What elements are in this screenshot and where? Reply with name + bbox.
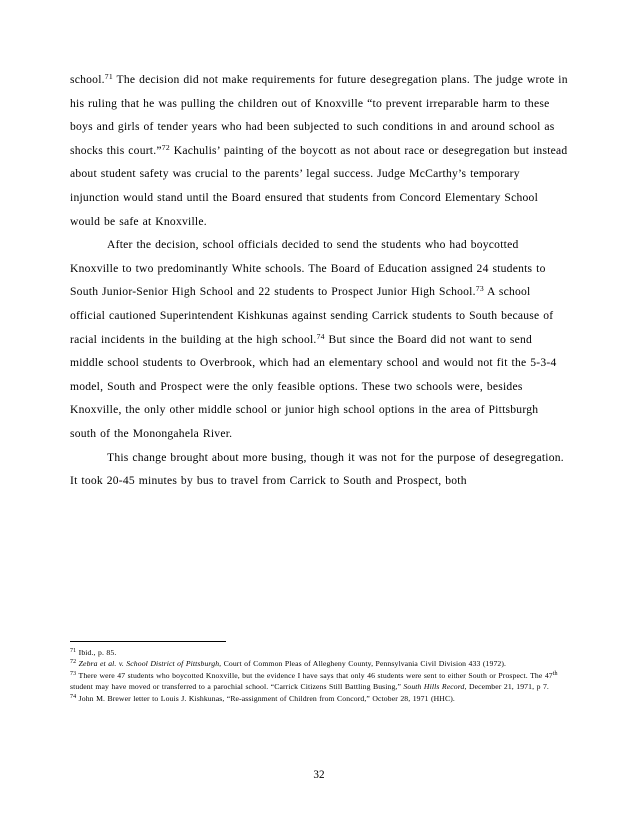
italic-title: South Hills Record: [403, 682, 465, 692]
footnote-reference: th: [552, 671, 558, 678]
footnote-reference: 71: [104, 72, 113, 82]
text-run: John M. Brewer letter to Louis J. Kishkunas, “Re-assignment of Children from Concord,” October 28, 1971 (HHC).: [76, 693, 455, 703]
footnote-list: [70, 647, 570, 704]
text-run: After the decision, school officials decided to send the students who had boycotted Knoxville to two predominantly White schools. The Board of Education assigned 24 students to South Junior-Senior High School and 22 students to Prospect Junior High School.: [70, 238, 546, 299]
body-text-block: [70, 68, 568, 493]
text-run: There were 47 students who boycotted Knoxville, but the evidence I have says that only 46 students were sent to either South or Prospect. The 47: [76, 670, 553, 680]
footnote-reference: 74: [316, 331, 325, 341]
text-run: Kachulis’ painting of the boycott as not about race or desegregation but instead about student safety was crucial to the parents’ legal success. Judge McCarthy’s temporary injunction would stand until the Board ensured that students from Concord Elementary School would be safe at Knoxville.: [70, 143, 568, 228]
text-run: This change brought about more busing, though it was not for the purpose of desegregation. It took 20-45 minutes by bus to travel from Carrick to South and Prospect, both: [70, 450, 564, 488]
footnote-entry: [70, 647, 570, 658]
footnote-marker: 71: [70, 648, 77, 655]
body-paragraph: [70, 446, 568, 493]
text-run: But since the Board did not want to send middle school students to Overbrook, which had an elementary school and would not fit the 5-3-4 model, South and Prospect were the only feasible options. These two schools were, besides Knoxville, the only other middle school or junior high school options in the area of Pittsburgh south of the Monongahela River.: [70, 332, 557, 440]
footnote-marker: 73: [70, 671, 77, 678]
body-paragraph: [70, 68, 568, 233]
footnote-reference: 73: [475, 284, 484, 294]
footnote-entry: [70, 658, 570, 669]
text-run: , Court of Common Pleas of Allegheny County, Pennsylvania Civil Division 433 (1972).: [219, 659, 507, 669]
body-paragraph: [70, 233, 568, 445]
text-run: student may have moved or transferred to a parochial school. “Carrick Citizens Still Battling Busing,”: [70, 682, 404, 692]
text-run: school.: [70, 73, 105, 86]
footnotes-region: [70, 641, 570, 704]
text-run: The decision did not make requirements for future desegregation plans. The judge wrote in his ruling that he was pulling the children out of Knoxville “to prevent irreparable harm to these boys and girls of tender years who had been subjected to such conditions in and around school as shocks this court.”: [70, 73, 568, 157]
text-run: , December 21, 1971, p 7.: [464, 682, 549, 692]
text-run: Ibid., p. 85.: [76, 648, 117, 657]
text-run: A school official cautioned Superintendent Kishkunas against sending Carrick students to South because of racial incidents in the building at the high school.: [70, 285, 554, 346]
footnote-marker: 72: [70, 659, 77, 666]
page-number: 32: [313, 769, 325, 781]
page-body: [70, 68, 568, 493]
footnote-separator-rule: [70, 641, 226, 642]
footnote-reference: 72: [161, 142, 170, 152]
italic-title: Zebra et al. v. School District of Pittsburgh: [76, 659, 220, 669]
footnote-entry: [70, 670, 570, 692]
footnote-marker: 74: [70, 693, 77, 700]
footnote-entry: [70, 693, 570, 704]
